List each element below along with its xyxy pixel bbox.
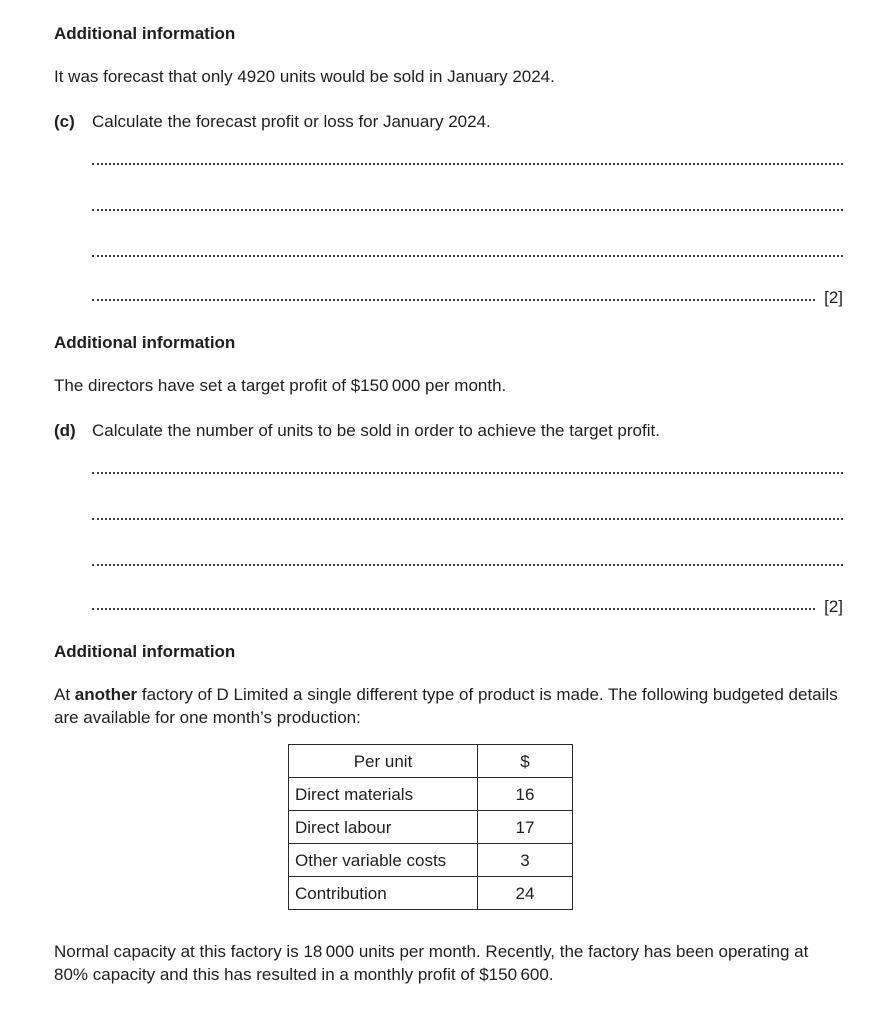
question-label: (d) bbox=[54, 421, 76, 440]
row-value: 17 bbox=[478, 811, 573, 844]
row-label: Other variable costs bbox=[289, 844, 478, 877]
table-row bbox=[289, 811, 573, 844]
answer-line bbox=[92, 474, 843, 520]
section-heading: Additional information bbox=[54, 333, 236, 352]
answer-line bbox=[92, 165, 843, 211]
marks-label: [2] bbox=[824, 597, 843, 616]
factory-paragraph bbox=[54, 683, 843, 729]
section-additional-info-1 bbox=[54, 22, 843, 307]
normal-capacity-paragraph: Normal capacity at this factory is 18 000 units per month. Recently, the factory has been operating at 80% capacity and this has resulted in a monthly profit of $150 600. bbox=[54, 942, 809, 984]
section-heading: Additional information bbox=[54, 24, 236, 43]
paragraph-text: factory of D Limited a single different type of product is made. The following budgeted details are available for one month’s production: bbox=[54, 685, 838, 727]
question-text: Calculate the forecast profit or loss for January 2024. bbox=[92, 112, 491, 131]
table-row bbox=[289, 877, 573, 910]
question-c bbox=[54, 110, 843, 133]
question-label: (c) bbox=[54, 112, 75, 131]
answer-line bbox=[92, 520, 843, 566]
target-profit-paragraph: The directors have set a target profit of $150 000 per month. bbox=[54, 376, 507, 395]
per-unit-cost-table bbox=[288, 744, 573, 910]
section-additional-info-2 bbox=[54, 331, 843, 616]
paragraph-text: At bbox=[54, 685, 75, 704]
section-heading: Additional information bbox=[54, 642, 236, 661]
marks-label: [2] bbox=[824, 288, 843, 307]
section-additional-info-3 bbox=[54, 640, 843, 986]
row-label: Direct labour bbox=[289, 811, 478, 844]
question-text: Calculate the number of units to be sold in order to achieve the target profit. bbox=[92, 421, 660, 440]
row-label: Contribution bbox=[289, 877, 478, 910]
table-header-row bbox=[289, 745, 573, 778]
answer-line-dots bbox=[92, 299, 815, 301]
answer-line-dots bbox=[92, 608, 815, 610]
row-value: 16 bbox=[478, 778, 573, 811]
row-value: 3 bbox=[478, 844, 573, 877]
row-label: Direct materials bbox=[289, 778, 478, 811]
question-d bbox=[54, 419, 843, 442]
table-header-per-unit: Per unit bbox=[289, 745, 478, 778]
row-value: 24 bbox=[478, 877, 573, 910]
forecast-paragraph: It was forecast that only 4920 units would be sold in January 2024. bbox=[54, 67, 555, 86]
answer-line bbox=[92, 133, 843, 165]
table-header-dollar: $ bbox=[478, 745, 573, 778]
table-row bbox=[289, 844, 573, 877]
answer-line-with-marks bbox=[92, 566, 843, 616]
answer-line bbox=[92, 442, 843, 474]
answer-line bbox=[92, 211, 843, 257]
paragraph-bold-text: another bbox=[74, 685, 138, 704]
answer-lines-c bbox=[92, 133, 843, 307]
answer-lines-d bbox=[92, 442, 843, 616]
table-row bbox=[289, 778, 573, 811]
answer-line-with-marks bbox=[92, 257, 843, 307]
